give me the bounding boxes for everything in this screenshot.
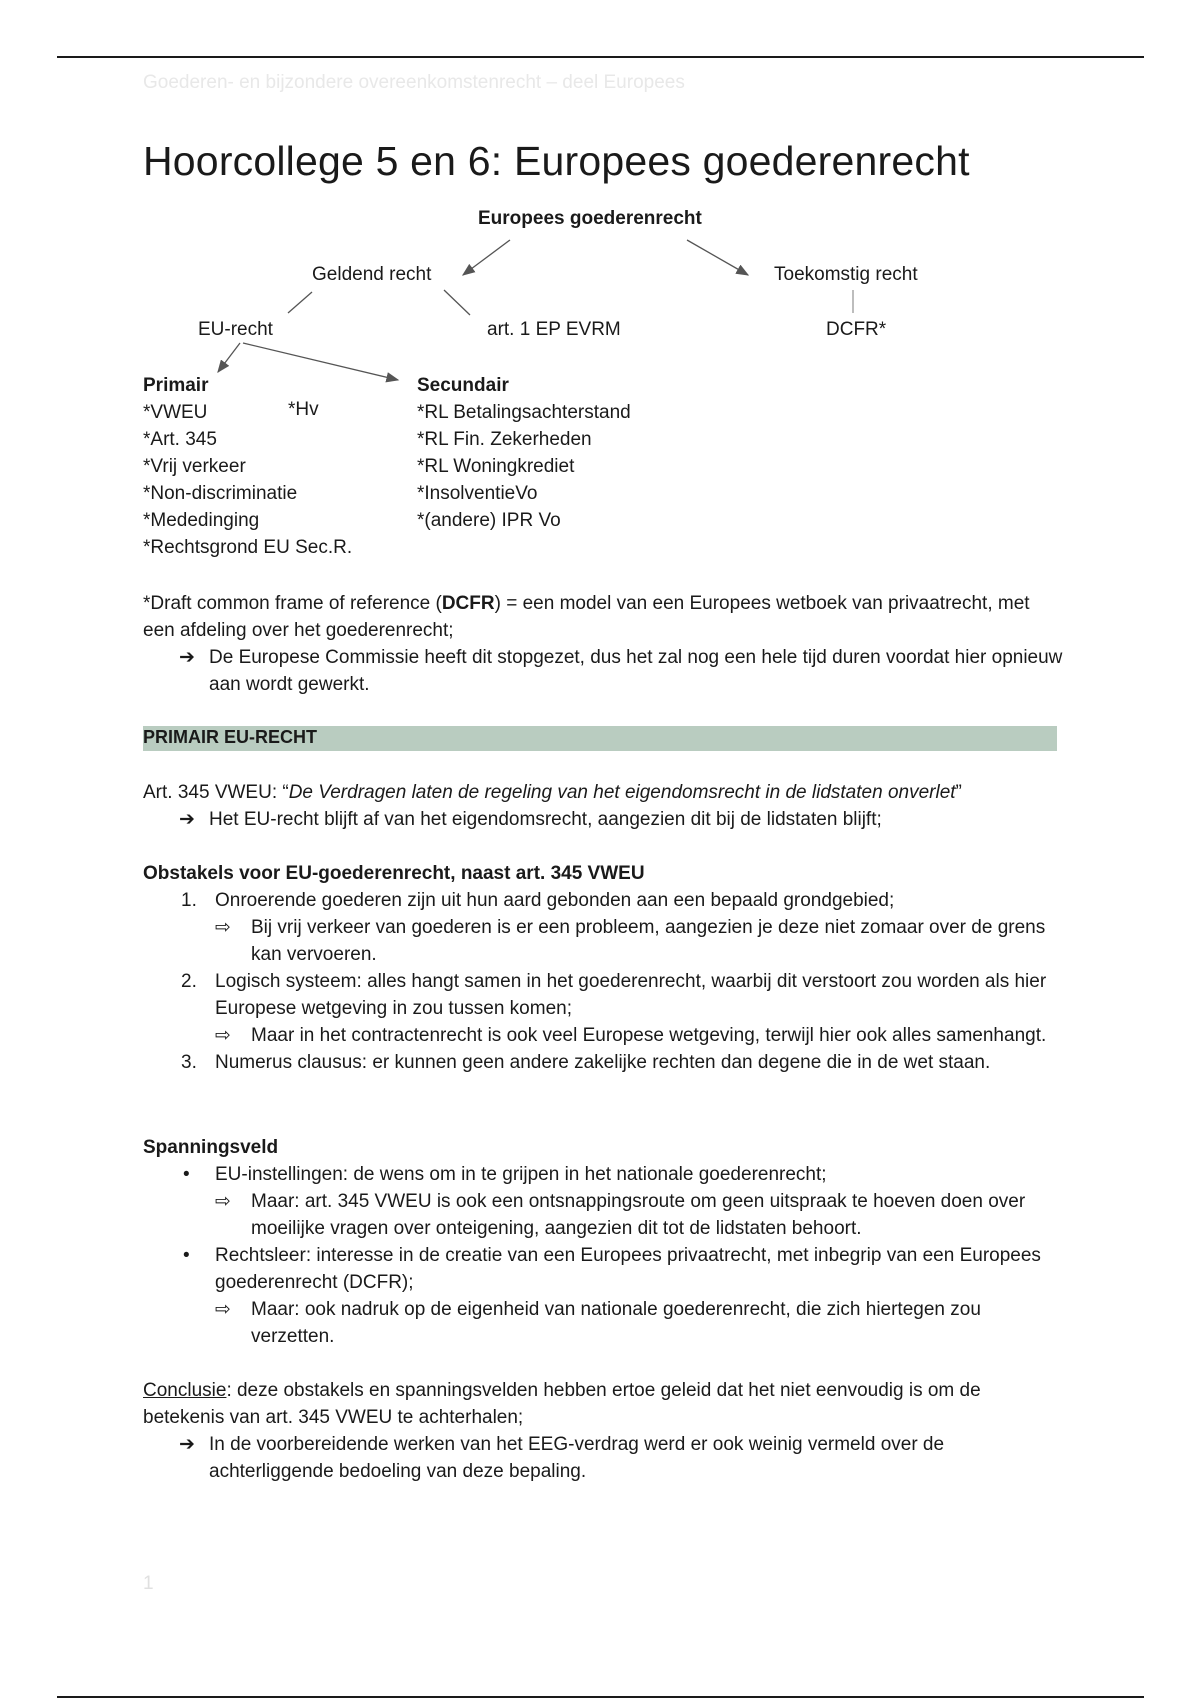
art345-quote-line: Art. 345 VWEU: “De Verdragen laten de regeling van het eigendomsrecht in de lidstaten onverlet”: [143, 782, 962, 803]
section-heading-band: [143, 726, 1057, 751]
list-item: • EU-instellingen: de wens om in te grijpen in het nationale goederenrecht;: [143, 1161, 1068, 1188]
list-item: 3. Numerus clausus: er kunnen geen andere zakelijke rechten dan degene die in de wet staan.: [181, 1052, 991, 1073]
sub-item: ⇨ Maar in het contractenrecht is ook veel Europese wetgeving, terwijl hier ook alles samenhangt.: [143, 1022, 1068, 1049]
secundair-item: *RL Fin. Zekerheden: [417, 429, 592, 450]
secundair-item: *InsolventieVo: [417, 483, 538, 504]
spanningsveld-heading: Spanningsveld: [143, 1137, 279, 1158]
art345-paragraph: [143, 779, 1063, 833]
arrow-icon: ➔: [179, 809, 195, 830]
bullet-icon: •: [183, 1164, 190, 1185]
arrow-icon: ➔: [179, 1434, 195, 1455]
spanningsveld-section: [143, 1134, 1068, 1350]
hollow-arrow-icon: ⇨: [215, 1299, 231, 1320]
diagram-dcfr: DCFR*: [826, 319, 887, 340]
primair-item: *Non-discriminatie: [143, 483, 298, 504]
sub-item: ⇨ Maar: art. 345 VWEU is ook een ontsnappingsroute om geen uitspraak te hoeven doen over moeilijke vragen over onteigening, aangezien dit tot de lidstaten behoort.: [143, 1188, 1068, 1242]
conclusie-paragraph: [143, 1377, 1063, 1485]
primair-heading: Primair: [143, 375, 209, 396]
arrow-icon: ➔: [179, 647, 195, 668]
page-title: Hoorcollege 5 en 6: Europees goederenrecht: [143, 138, 970, 184]
list-item: 2. Logisch systeem: alles hangt samen in het goederenrecht, waarbij dit verstoort zou worden als hier Europese wetgeving in zou tussen komen;: [181, 971, 1047, 1019]
sub-item: ⇨ Maar: ook nadruk op de eigenheid van nationale goederenrecht, die zich hiertegen zou verzetten.: [143, 1296, 1068, 1350]
primair-item: *VWEU: [143, 402, 208, 423]
hollow-arrow-icon: ⇨: [215, 917, 231, 938]
secundair-column: [417, 372, 631, 534]
dcfr-arrow-line: ➔ De Europese Commissie heeft dit stopgezet, dus het zal nog een hele tijd duren voordat hier opnieuw aan wordt gewerkt.: [143, 644, 1063, 698]
diagram-eu-recht: EU-recht: [198, 319, 273, 340]
dcfr-definition: *Draft common frame of reference (DCFR) = een model van een Europees wetboek van privaatrecht, met een afdeling over het goederenrecht;: [143, 593, 1030, 641]
primair-item: *Mededinging: [143, 510, 260, 531]
diagram-root: Europees goederenrecht: [478, 208, 702, 229]
section-heading: PRIMAIR EU-RECHT: [143, 727, 317, 747]
line-left-eu: [288, 292, 312, 313]
primair-column: [143, 372, 352, 561]
list-item: 1. Onroerende goederen zijn uit hun aard gebonden aan een bepaald grondgebied;: [181, 890, 895, 911]
primair-hv: *Hv: [288, 399, 319, 420]
bottom-rule: [57, 1696, 1144, 1698]
dcfr-note: [143, 590, 1063, 698]
page-number: 1: [143, 1573, 154, 1594]
conclusie-text: Conclusie: deze obstakels en spanningsvelden hebben ertoe geleid dat het niet eenvoudig is om de betekenis van art. 345 VWEU te achterhalen;: [143, 1380, 981, 1428]
diagram-toekomstig: Toekomstig recht: [774, 264, 918, 285]
obstakels-heading: Obstakels voor EU-goederenrecht, naast art. 345 VWEU: [143, 863, 645, 884]
line-root-left: [463, 240, 510, 275]
diagram-evrm: art. 1 EP EVRM: [487, 319, 621, 340]
conclusie-arrow-line: ➔ In de voorbereidende werken van het EEG-verdrag werd er ook weinig vermeld over de achterliggende bedoeling van deze bepaling.: [143, 1431, 1063, 1485]
bullet-icon: •: [183, 1245, 190, 1266]
running-header: Goederen- en bijzondere overeenkomstenrecht – deel Europees: [143, 72, 685, 93]
hollow-arrow-icon: ⇨: [215, 1191, 231, 1212]
primair-item: *Vrij verkeer: [143, 456, 246, 477]
list-item: • Rechtsleer: interesse in de creatie van een Europees privaatrecht, met inbegrip van een Europees goederenrecht (DCFR);: [143, 1242, 1068, 1296]
line-left-evrm: [444, 290, 470, 315]
secundair-item: *RL Woningkrediet: [417, 456, 575, 477]
art345-arrow-line: ➔ Het EU-recht blijft af van het eigendomsrecht, aangezien dit bij de lidstaten blijft;: [143, 806, 1063, 833]
hollow-arrow-icon: ⇨: [215, 1025, 231, 1046]
sub-item: ⇨ Bij vrij verkeer van goederen is er een probleem, aangezien je deze niet zomaar over de grens kan vervoeren.: [143, 914, 1068, 968]
secundair-heading: Secundair: [417, 375, 509, 396]
secundair-item: *RL Betalingsachterstand: [417, 402, 631, 423]
primair-item: *Rechtsgrond EU Sec.R.: [143, 537, 353, 558]
line-eu-primair: [218, 343, 240, 372]
secundair-item: *(andere) IPR Vo: [417, 510, 561, 531]
line-root-right: [687, 240, 748, 275]
diagram-geldend: Geldend recht: [312, 264, 432, 285]
primair-item: *Art. 345: [143, 429, 217, 450]
obstakels-section: [143, 860, 1068, 1076]
